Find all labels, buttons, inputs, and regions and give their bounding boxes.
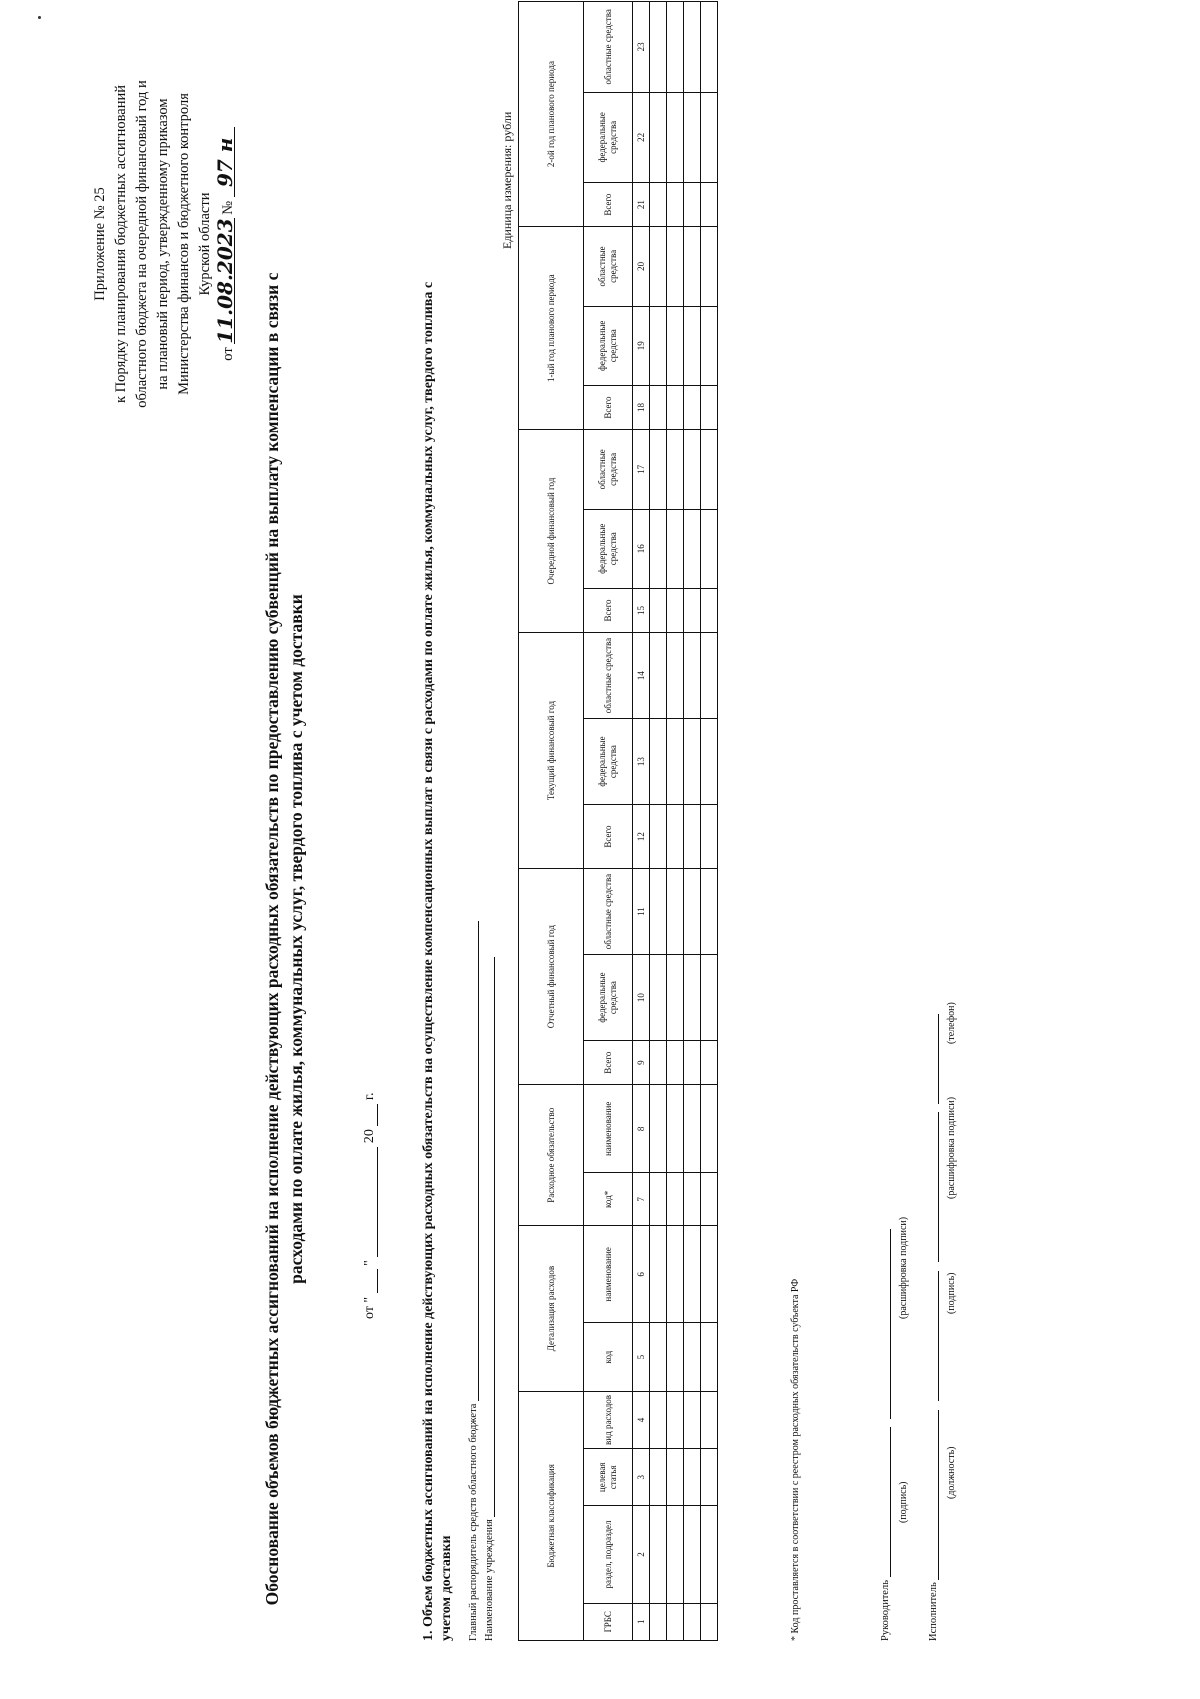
col-grbs: ГРБС [584, 1603, 633, 1640]
col-name: наименование [584, 1226, 633, 1323]
table-cell[interactable] [684, 805, 701, 869]
col-regional: областные средства [584, 633, 633, 719]
header-plan-year-2: 2-ой год планового периода [519, 2, 584, 227]
col-total: Всего [584, 805, 633, 869]
table-cell[interactable] [667, 1391, 684, 1448]
table-cell[interactable] [667, 1041, 684, 1085]
column-number: 6 [633, 1226, 650, 1323]
unit-of-measure: Единица измерения: рубли [500, 111, 514, 249]
table-cell[interactable] [701, 1173, 718, 1226]
exec-position-blank[interactable] [938, 1410, 939, 1580]
table-row [684, 2, 701, 1641]
executor-signature [928, 1014, 939, 1641]
column-number: 2 [633, 1506, 650, 1603]
col-federal: федеральные средства [584, 306, 633, 385]
head-decode-caption: (расшифровка подписи) [898, 1216, 909, 1319]
table-cell[interactable] [650, 1603, 667, 1640]
table-cell[interactable] [650, 1173, 667, 1226]
table-cell[interactable] [667, 183, 684, 227]
col-code: код [584, 1323, 633, 1391]
col-federal: федеральные средства [584, 719, 633, 805]
table-cell[interactable] [684, 719, 701, 805]
appendix-number: Приложение № 25 [92, 187, 108, 301]
appendix-date-line [213, 79, 239, 409]
table-cell[interactable] [701, 1041, 718, 1085]
column-number: 1 [633, 1603, 650, 1640]
table-cell[interactable] [650, 869, 667, 955]
table-cell[interactable] [650, 430, 667, 509]
column-number: 8 [633, 1085, 650, 1173]
table-cell[interactable] [684, 1391, 701, 1448]
table-cell[interactable] [650, 1391, 667, 1448]
appendix-line: к Порядку планирования бюджетных ассигнований [113, 85, 129, 403]
col-total: Всего [584, 385, 633, 429]
column-number: 17 [633, 430, 650, 509]
table-cell[interactable] [701, 430, 718, 509]
date-prefix: от [220, 347, 236, 361]
table-cell[interactable] [667, 1603, 684, 1640]
table-cell[interactable] [650, 805, 667, 869]
year-prefix: 20 [362, 1129, 377, 1144]
table-cell[interactable] [667, 1323, 684, 1391]
table-row [701, 2, 718, 1641]
header-expense-detail: Детализация расходов [519, 1226, 584, 1391]
field-label: Главный распорядитель средств областного бюджета [468, 1403, 479, 1641]
column-number: 13 [633, 719, 650, 805]
col-code-star: код* [584, 1173, 633, 1226]
column-number: 4 [633, 1391, 650, 1448]
exec-phone-blank[interactable] [938, 1014, 939, 1104]
table-cell[interactable] [667, 805, 684, 869]
table-cell[interactable] [684, 869, 701, 955]
table-cell[interactable] [650, 955, 667, 1041]
table-cell[interactable] [701, 805, 718, 869]
table-cell[interactable] [684, 509, 701, 588]
column-number: 12 [633, 805, 650, 869]
table-cell[interactable] [667, 227, 684, 306]
budget-table [518, 1, 718, 1641]
table-cell[interactable] [684, 1449, 701, 1506]
table-row [667, 2, 684, 1641]
head-label: Руководитель [880, 1580, 891, 1641]
col-target: целевая статья [584, 1449, 633, 1506]
table-cell[interactable] [701, 1449, 718, 1506]
column-number: 5 [633, 1323, 650, 1391]
column-number: 18 [633, 385, 650, 429]
col-federal: федеральные средства [584, 955, 633, 1041]
appendix-header [90, 79, 239, 409]
table-cell[interactable] [701, 1506, 718, 1603]
table-cell[interactable] [701, 1323, 718, 1391]
handwritten-date: 11.08.2023 [213, 218, 237, 344]
table-cell[interactable] [650, 509, 667, 588]
table-cell[interactable] [667, 1449, 684, 1506]
year-blank[interactable] [377, 1104, 378, 1126]
table-cell[interactable] [684, 1226, 701, 1323]
table-cell[interactable] [650, 385, 667, 429]
column-number: 11 [633, 869, 650, 955]
header-budget-classification: Бюджетная классификация [519, 1391, 584, 1640]
col-total: Всего [584, 183, 633, 227]
exec-decode-blank[interactable] [938, 1112, 939, 1262]
header-next-year: Очередной финансовый год [519, 430, 584, 633]
table-cell[interactable] [684, 1323, 701, 1391]
column-number: 7 [633, 1173, 650, 1226]
table-cell[interactable] [684, 1041, 701, 1085]
table-cell[interactable] [701, 306, 718, 385]
table-cell[interactable] [650, 306, 667, 385]
table-cell[interactable] [684, 183, 701, 227]
column-number: 20 [633, 227, 650, 306]
month-blank[interactable] [377, 1147, 378, 1257]
table-cell[interactable] [684, 1506, 701, 1603]
col-regional: областные средства [584, 2, 633, 93]
table-cell[interactable] [701, 1085, 718, 1173]
table-cell[interactable] [684, 1173, 701, 1226]
col-regional: областные средства [584, 227, 633, 306]
document-title [260, 239, 308, 1639]
number-prefix: № [220, 200, 236, 215]
header-reporting-year: Отчетный финансовый год [519, 869, 584, 1085]
table-cell[interactable] [650, 1323, 667, 1391]
column-number: 22 [633, 92, 650, 182]
chief-distributor-field [468, 921, 479, 1641]
table-cell[interactable] [701, 633, 718, 719]
table-cell[interactable] [684, 1085, 701, 1173]
title-line: Обоснование объемов бюджетных ассигнований на исполнение действующих расходных обязательств по предоставлению субвенций на выплату компенсации в связи с [262, 272, 282, 1606]
table-cell[interactable] [684, 92, 701, 182]
head-sign-blank[interactable] [890, 1427, 891, 1577]
table-cell[interactable] [684, 385, 701, 429]
table-cell[interactable] [667, 385, 684, 429]
table-cell[interactable] [667, 633, 684, 719]
table-cell[interactable] [667, 1226, 684, 1323]
field-label: Наименование учреждения [484, 1519, 495, 1641]
institution-field [484, 957, 495, 1641]
table-cell[interactable] [667, 509, 684, 588]
head-signature [880, 1229, 891, 1641]
col-total: Всего [584, 1041, 633, 1085]
col-total: Всего [584, 588, 633, 632]
exec-position-caption: (должность) [946, 1446, 957, 1499]
table-cell[interactable] [667, 2, 684, 93]
institution-blank[interactable] [494, 957, 495, 1517]
column-number: 10 [633, 955, 650, 1041]
table-cell[interactable] [684, 430, 701, 509]
table-cell[interactable] [667, 719, 684, 805]
column-number: 19 [633, 306, 650, 385]
col-federal: федеральные средства [584, 509, 633, 588]
col-regional: областные средства [584, 430, 633, 509]
year-suffix: г. [362, 1092, 377, 1101]
exec-sign-caption: (подпись) [946, 1272, 957, 1314]
column-number-row [633, 2, 650, 1641]
table-cell[interactable] [701, 588, 718, 632]
column-number: 16 [633, 509, 650, 588]
date-open: от " [362, 1296, 377, 1319]
table-cell[interactable] [684, 633, 701, 719]
table-cell[interactable] [684, 588, 701, 632]
table-cell[interactable] [684, 1603, 701, 1640]
table-cell[interactable] [701, 1603, 718, 1640]
title-line: расходами по оплате жилья, коммунальных услуг, твердого топлива с учетом доставки [286, 594, 306, 1284]
header-plan-year-1: 1-ый год планового периода [519, 227, 584, 430]
appendix-line: на плановый период, утвержденному приказом [155, 98, 171, 390]
section-title: 1. Объем бюджетных ассигнований на исполнение действующих расходных обязательств на осуществление компенсационных выплат в связи с расходами по оплате жилья, коммунальных услуг, твердого топлива с учетом доставки [421, 281, 454, 1641]
head-decode-blank[interactable] [890, 1229, 891, 1419]
table-cell[interactable] [684, 2, 701, 93]
column-number: 21 [633, 183, 650, 227]
appendix-line: областного бюджета на очередной финансовый год и [134, 80, 150, 408]
table-row [650, 2, 667, 1641]
table-cell[interactable] [667, 1506, 684, 1603]
appendix-line: Министерства финансов и бюджетного контроля [176, 93, 192, 395]
column-number: 23 [633, 2, 650, 93]
table-cell[interactable] [667, 1085, 684, 1173]
table-cell[interactable] [667, 955, 684, 1041]
handwritten-number: 97 н [216, 127, 235, 197]
table-cell[interactable] [650, 2, 667, 93]
table-cell[interactable] [650, 1041, 667, 1085]
column-number: 15 [633, 588, 650, 632]
table-cell[interactable] [684, 227, 701, 306]
chief-distributor-blank[interactable] [478, 921, 479, 1401]
table-cell[interactable] [667, 869, 684, 955]
table-cell[interactable] [701, 509, 718, 588]
column-number: 9 [633, 1041, 650, 1085]
col-expense-type: вид расходов [584, 1391, 633, 1448]
table-cell[interactable] [701, 2, 718, 93]
table-cell[interactable] [650, 1085, 667, 1173]
table-cell[interactable] [650, 1449, 667, 1506]
col-federal: федеральные средства [584, 92, 633, 182]
table-cell[interactable] [650, 183, 667, 227]
table-cell[interactable] [701, 1226, 718, 1323]
date-quote: " [362, 1260, 377, 1266]
column-number: 3 [633, 1449, 650, 1506]
table-cell[interactable] [650, 92, 667, 182]
exec-sign-blank[interactable] [938, 1271, 939, 1401]
table-cell[interactable] [667, 306, 684, 385]
table-cell[interactable] [701, 955, 718, 1041]
table-cell[interactable] [667, 588, 684, 632]
footnote: * Код проставляется в соответствии с реестром расходных обязательств субъекта РФ [790, 1278, 801, 1641]
table-cell[interactable] [684, 955, 701, 1041]
header-obligation: Расходное обязательство [519, 1085, 584, 1226]
table-cell[interactable] [667, 92, 684, 182]
table-cell[interactable] [650, 633, 667, 719]
col-section: раздел, подраздел [584, 1506, 633, 1603]
header-current-year: Текущий финансовый год [519, 633, 584, 869]
table-cell[interactable] [701, 869, 718, 955]
table-cell[interactable] [684, 306, 701, 385]
table-cell[interactable] [650, 1506, 667, 1603]
table-cell[interactable] [701, 227, 718, 306]
table-cell[interactable] [701, 719, 718, 805]
table-cell[interactable] [650, 1226, 667, 1323]
col-name: наименование [584, 1085, 633, 1173]
appendix-line: Курской области [197, 192, 213, 296]
executor-label: Исполнитель [928, 1582, 939, 1641]
table-cell[interactable] [701, 183, 718, 227]
table-cell[interactable] [667, 1173, 684, 1226]
table-cell[interactable] [650, 227, 667, 306]
table-cell[interactable] [701, 92, 718, 182]
day-blank[interactable] [377, 1269, 378, 1293]
table-cell[interactable] [650, 719, 667, 805]
exec-decode-caption: (расшифровка подписи) [946, 1096, 957, 1199]
head-sign-caption: (подпись) [898, 1481, 909, 1523]
exec-phone-caption: (телефон) [946, 1002, 957, 1044]
table-cell[interactable] [667, 430, 684, 509]
table-cell[interactable] [701, 1391, 718, 1448]
scan-dot [38, 16, 41, 19]
document-date [362, 919, 378, 1319]
table-cell[interactable] [701, 385, 718, 429]
column-number: 14 [633, 633, 650, 719]
table-cell[interactable] [650, 588, 667, 632]
col-regional: областные средства [584, 869, 633, 955]
